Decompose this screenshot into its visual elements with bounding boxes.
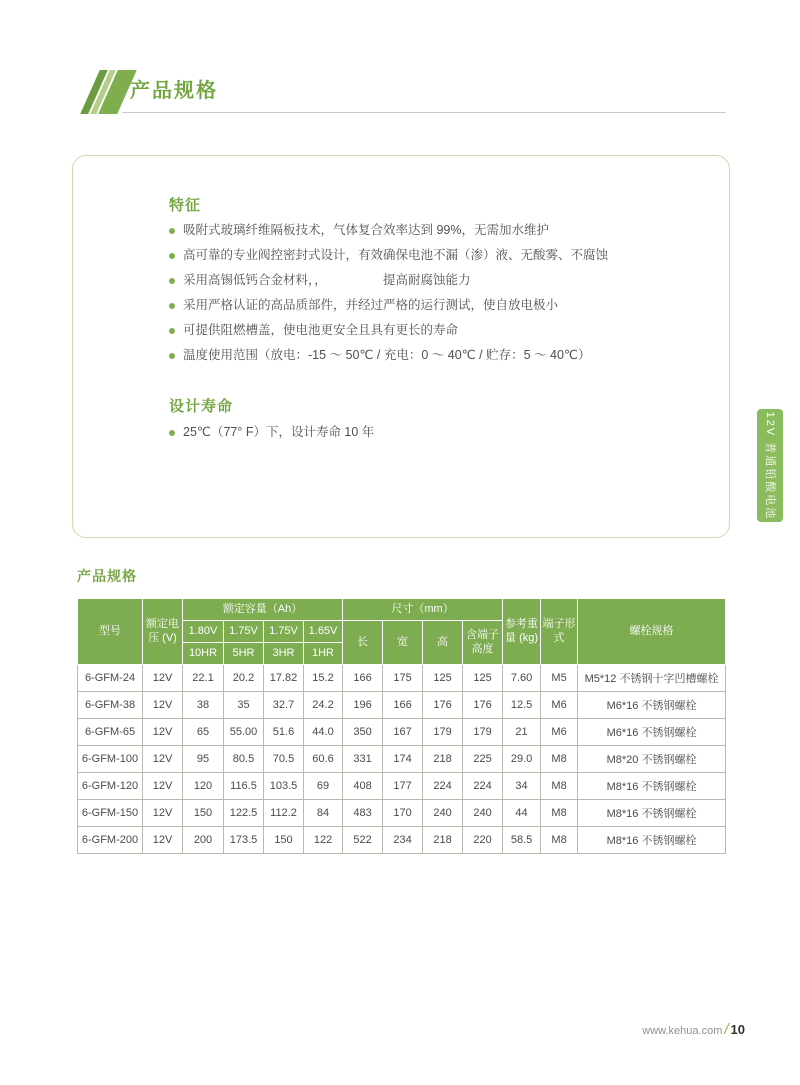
col-header-terminal-height: 含端子高度 xyxy=(463,621,503,665)
feature-item: 高可靠的专业阀控密封式设计，有效确保电池不漏（渗）液、无酸雾、不腐蚀 xyxy=(169,243,709,268)
design-life-item: 25℃（77° F）下，设计寿命 10 年 xyxy=(169,420,709,445)
col-group-capacity: 额定容量（Ah） xyxy=(183,599,343,621)
spec-table-body xyxy=(78,665,726,854)
footer-page-number: 10 xyxy=(730,1022,745,1037)
col-header-weight: 参考重量 (kg) xyxy=(503,599,541,665)
col-group-dimensions: 尺寸（mm） xyxy=(343,599,503,621)
table-cell: 150 xyxy=(183,800,224,827)
spec-table-header xyxy=(78,599,726,665)
table-cell: M5 xyxy=(541,665,578,692)
table-cell: 176 xyxy=(423,692,463,719)
col-header-capacity-v: 1.65V xyxy=(304,621,343,643)
table-cell: 224 xyxy=(423,773,463,800)
col-header-model: 型号 xyxy=(78,599,143,665)
table-cell: 6-GFM-100 xyxy=(78,746,143,773)
table-cell: 44.0 xyxy=(304,719,343,746)
table-cell: 234 xyxy=(383,827,423,854)
table-cell: 12V xyxy=(143,746,183,773)
table-cell: 6-GFM-65 xyxy=(78,719,143,746)
table-cell: 116.5 xyxy=(224,773,264,800)
spec-section-heading: 产品规格 xyxy=(77,568,137,584)
table-cell: 70.5 xyxy=(264,746,304,773)
table-cell: 179 xyxy=(463,719,503,746)
table-cell: M6 xyxy=(541,719,578,746)
features-panel xyxy=(72,155,730,538)
table-cell: 29.0 xyxy=(503,746,541,773)
table-cell: 125 xyxy=(463,665,503,692)
table-cell: 122.5 xyxy=(224,800,264,827)
table-cell: 12V xyxy=(143,692,183,719)
table-cell: 167 xyxy=(383,719,423,746)
table-cell: 331 xyxy=(343,746,383,773)
table-cell: 58.5 xyxy=(503,827,541,854)
table-row xyxy=(78,665,726,692)
table-cell: M8*16 不锈钢螺栓 xyxy=(578,773,726,800)
table-cell: 240 xyxy=(423,800,463,827)
page-footer xyxy=(642,1021,745,1038)
table-cell: 350 xyxy=(343,719,383,746)
col-header-width: 宽 xyxy=(383,621,423,665)
table-cell: M8*16 不锈钢螺栓 xyxy=(578,800,726,827)
design-life-heading: 设计寿命 xyxy=(169,398,234,415)
design-life-list xyxy=(169,420,709,445)
table-cell: 224 xyxy=(463,773,503,800)
table-cell: 120 xyxy=(183,773,224,800)
table-cell: 7.60 xyxy=(503,665,541,692)
table-cell: 60.6 xyxy=(304,746,343,773)
table-cell: 175 xyxy=(383,665,423,692)
table-cell: 65 xyxy=(183,719,224,746)
category-side-tab xyxy=(757,409,783,522)
feature-item: 采用高锡低钙合金材料，， 提高耐腐蚀能力 xyxy=(169,268,709,293)
table-cell: M5*12 不锈钢十字凹槽螺栓 xyxy=(578,665,726,692)
table-cell: 103.5 xyxy=(264,773,304,800)
table-cell: 408 xyxy=(343,773,383,800)
col-header-capacity-hr: 1HR xyxy=(304,643,343,665)
feature-item: 温度使用范围（放电：-15 ～ 50℃ / 充电：0 ～ 40℃ / 贮存：5 ～ 40℃） xyxy=(169,343,709,368)
col-header-capacity-v: 1.75V xyxy=(224,621,264,643)
features-list xyxy=(169,218,709,368)
table-cell: 51.6 xyxy=(264,719,304,746)
col-header-height: 高 xyxy=(423,621,463,665)
table-cell: 173.5 xyxy=(224,827,264,854)
table-cell: 12V xyxy=(143,719,183,746)
table-cell: 125 xyxy=(423,665,463,692)
table-cell: M8 xyxy=(541,800,578,827)
table-cell: 220 xyxy=(463,827,503,854)
col-header-length: 长 xyxy=(343,621,383,665)
col-header-capacity-v: 1.75V xyxy=(264,621,304,643)
table-cell: 166 xyxy=(343,665,383,692)
table-cell: 95 xyxy=(183,746,224,773)
table-row xyxy=(78,746,726,773)
table-cell: 12V xyxy=(143,773,183,800)
col-header-capacity-hr: 5HR xyxy=(224,643,264,665)
title-divider xyxy=(122,112,726,113)
table-cell: 12V xyxy=(143,827,183,854)
page-title: 产品规格 xyxy=(130,80,218,102)
col-header-capacity-hr: 3HR xyxy=(264,643,304,665)
col-header-capacity-v: 1.80V xyxy=(183,621,224,643)
table-cell: 218 xyxy=(423,827,463,854)
table-row xyxy=(78,692,726,719)
table-cell: 55.00 xyxy=(224,719,264,746)
brand-slash-logo-icon xyxy=(86,70,130,114)
spec-table xyxy=(77,598,726,854)
footer-slash-icon: / xyxy=(724,1021,729,1038)
table-cell: M6*16 不锈钢螺栓 xyxy=(578,692,726,719)
table-cell: 112.2 xyxy=(264,800,304,827)
col-header-capacity-hr: 10HR xyxy=(183,643,224,665)
table-row xyxy=(78,800,726,827)
table-cell: 6-GFM-24 xyxy=(78,665,143,692)
table-cell: 179 xyxy=(423,719,463,746)
table-cell: 483 xyxy=(343,800,383,827)
table-cell: 20.2 xyxy=(224,665,264,692)
table-cell: 150 xyxy=(264,827,304,854)
table-cell: 21 xyxy=(503,719,541,746)
col-header-voltage: 额定电压 (V) xyxy=(143,599,183,665)
table-cell: 22.1 xyxy=(183,665,224,692)
table-cell: 6-GFM-120 xyxy=(78,773,143,800)
table-cell: 122 xyxy=(304,827,343,854)
table-cell: 38 xyxy=(183,692,224,719)
col-header-bolt: 螺栓规格 xyxy=(578,599,726,665)
feature-item: 可提供阻燃槽盖，使电池更安全且具有更长的寿命 xyxy=(169,318,709,343)
footer-url: www.kehua.com xyxy=(642,1025,723,1037)
table-cell: M8 xyxy=(541,827,578,854)
table-cell: 240 xyxy=(463,800,503,827)
table-cell: 35 xyxy=(224,692,264,719)
table-cell: 218 xyxy=(423,746,463,773)
table-cell: M8*20 不锈钢螺栓 xyxy=(578,746,726,773)
table-cell: 170 xyxy=(383,800,423,827)
table-cell: 12V xyxy=(143,800,183,827)
table-row xyxy=(78,827,726,854)
table-cell: 177 xyxy=(383,773,423,800)
feature-item: 吸附式玻璃纤维隔板技术，气体复合效率达到 99%，无需加水维护 xyxy=(169,218,709,243)
table-cell: 225 xyxy=(463,746,503,773)
table-cell: M8*16 不锈钢螺栓 xyxy=(578,827,726,854)
col-header-terminal: 端子形式 xyxy=(541,599,578,665)
table-cell: 200 xyxy=(183,827,224,854)
table-cell: 84 xyxy=(304,800,343,827)
table-cell: 44 xyxy=(503,800,541,827)
table-cell: M8 xyxy=(541,773,578,800)
features-heading: 特征 xyxy=(169,197,202,214)
table-cell: M8 xyxy=(541,746,578,773)
table-cell: M6*16 不锈钢螺栓 xyxy=(578,719,726,746)
table-cell: M6 xyxy=(541,692,578,719)
table-cell: 24.2 xyxy=(304,692,343,719)
table-cell: 522 xyxy=(343,827,383,854)
table-cell: 17.82 xyxy=(264,665,304,692)
table-cell: 69 xyxy=(304,773,343,800)
category-side-tab-label: 12V 普通铅酸电池 xyxy=(764,411,776,520)
table-cell: 12V xyxy=(143,665,183,692)
table-cell: 196 xyxy=(343,692,383,719)
table-cell: 32.7 xyxy=(264,692,304,719)
table-cell: 12.5 xyxy=(503,692,541,719)
table-cell: 6-GFM-38 xyxy=(78,692,143,719)
table-cell: 6-GFM-150 xyxy=(78,800,143,827)
table-cell: 80.5 xyxy=(224,746,264,773)
table-cell: 34 xyxy=(503,773,541,800)
table-cell: 15.2 xyxy=(304,665,343,692)
table-row xyxy=(78,719,726,746)
table-cell: 176 xyxy=(463,692,503,719)
table-cell: 166 xyxy=(383,692,423,719)
table-cell: 174 xyxy=(383,746,423,773)
table-row xyxy=(78,773,726,800)
table-cell: 6-GFM-200 xyxy=(78,827,143,854)
feature-item: 采用严格认证的高品质部件，并经过严格的运行测试，使自放电极小 xyxy=(169,293,709,318)
